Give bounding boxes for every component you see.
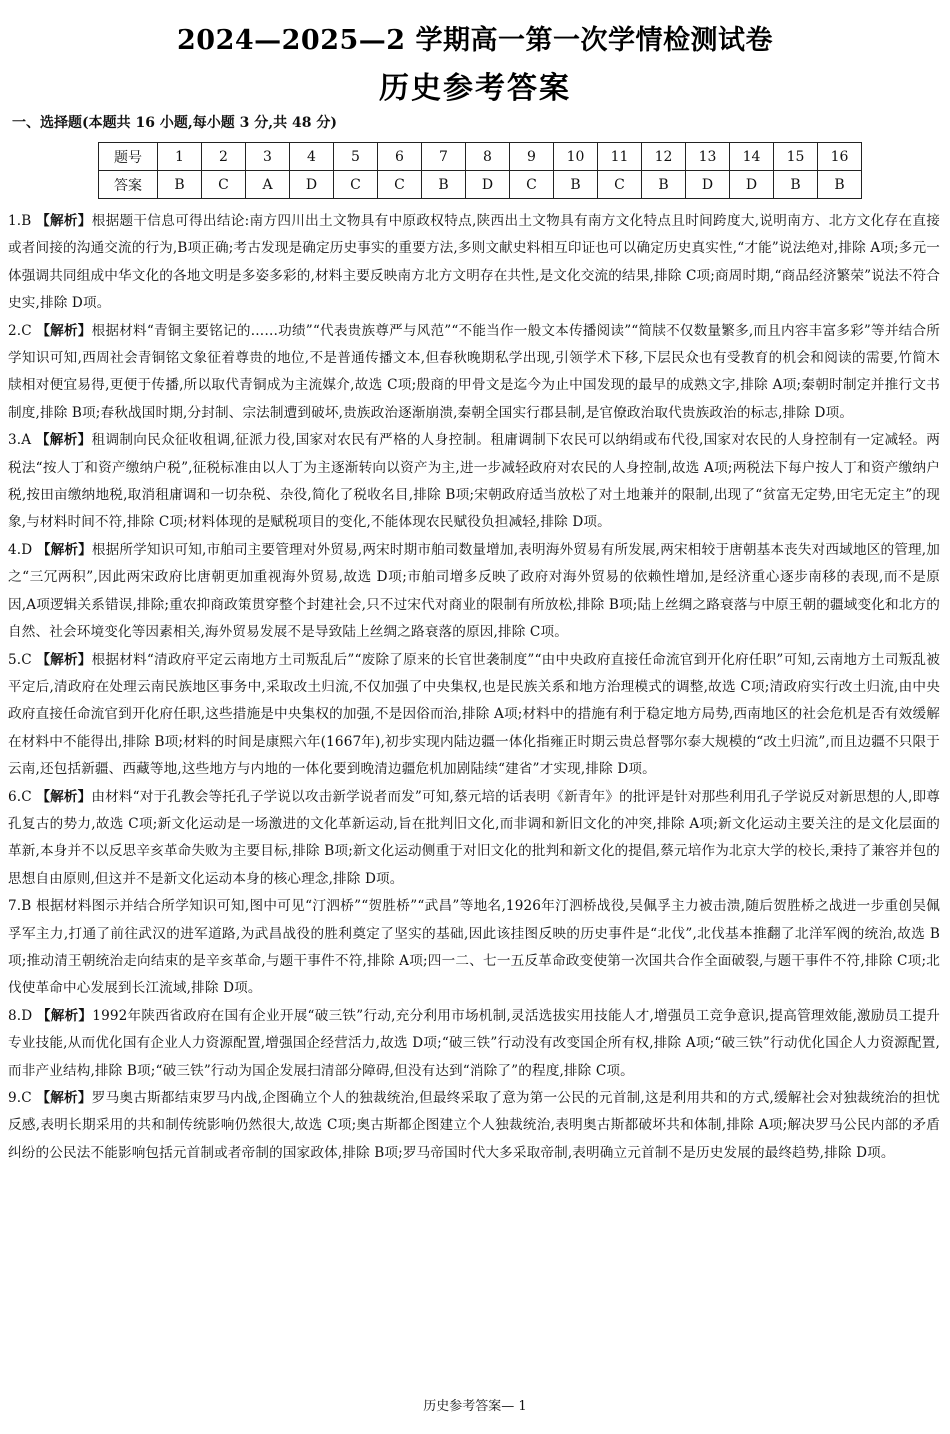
question-number: 6 bbox=[378, 143, 422, 171]
item-number: 7.B bbox=[8, 898, 32, 915]
answer-table bbox=[98, 142, 862, 199]
analysis-tag: 【解析】 bbox=[36, 651, 92, 668]
analysis-tag: 【解析】 bbox=[35, 432, 92, 449]
table-header-number: 题号 bbox=[99, 143, 158, 171]
item-number: 8.D bbox=[8, 1007, 33, 1024]
item-text: 根据所学知识可知,市舶司主要管理对外贸易,两宋时期市舶司数量增加,表明海外贸易有所发展,两宋相较于唐朝基本丧失对西域地区的管理,加之“三冗两积”,因此两宋政府比唐朝更加重视海外贸易,故选 D项;市舶司增多反映了政府对海外贸易的依赖性增加,是经济重心逐步南移的表现,而不是原因,A项逻辑关系错误,排除;重农抑商政策贯穿整个封建社会,只不过宋代对商业的限制有所放松,排除 B项;陆上丝绸之路衰落与中原王朝的疆域变化和北方的自然、社会环境变化等因素相关,海外贸易发展不是导致陆上丝绸之路衰落的原因,排除 C项。 bbox=[8, 541, 940, 641]
answer-cell: B bbox=[422, 171, 466, 199]
question-number: 2 bbox=[202, 143, 246, 171]
explanation-list bbox=[8, 208, 940, 1167]
explanation-item bbox=[8, 647, 940, 784]
item-number: 5.C bbox=[8, 651, 32, 668]
item-text: 根据题干信息可得出结论:南方四川出土文物具有中原政权特点,陕西出土文物具有南方文化特点且时间跨度大,说明南方、北方文化存在直接或者间接的沟通交流的行为,B项正确;考古发现是确定历史事实的重要方法,多则文献史料相互印证也可以确定历史真实性,“才能”说法绝对,排除 A项;多元一体强调共同组成中华文化的各地文明是多姿多彩的,材料主要反映南方北方文明存在共性,是文化交流的结果,排除 C项;商周时期,“商品经济繁荣”说法不符合史实,排除 D项。 bbox=[8, 213, 940, 312]
item-number: 3.A bbox=[8, 432, 32, 449]
item-text: 1992年陕西省政府在国有企业开展“破三铁”行动,充分利用市场机制,灵活选拔实用技能人才,增强员工竞争意识,提高管理效能,激励员工提升专业技能,从而优化国有企业人力资源配置,增强国企经营活力,故选 D项;“破三铁”行动没有改变国企所有权,排除 A项;“破三铁”行动优化国企人力资源配置,而非产业结构,排除 B项;“破三铁”行动为国企发展扫清部分障碍,但没有达到“消除了”的程度,排除 C项。 bbox=[8, 1007, 940, 1079]
question-number: 14 bbox=[730, 143, 774, 171]
question-number: 3 bbox=[246, 143, 290, 171]
question-number: 15 bbox=[774, 143, 818, 171]
answer-table-number-row bbox=[99, 143, 862, 171]
question-number: 9 bbox=[510, 143, 554, 171]
answer-cell: D bbox=[290, 171, 334, 199]
question-number: 10 bbox=[554, 143, 598, 171]
question-number: 8 bbox=[466, 143, 510, 171]
item-text: 由材料“对于孔教会等托孔子学说以攻击新学说者而发”可知,蔡元培的话表明《新青年》的批评是针对那些利用孔子学说反对新思想的人,即尊孔复古的势力,故选 C项;新文化运动是一场激进的文化革新运动,旨在批判旧文化,而非调和新旧文化的冲突,排除 A项;新文化运动主要关注的是文化层面的革新,本身并不以反思辛亥革命失败为主要目标,排除 B项;新文化运动侧重于对旧文化的批判和新文化的提倡,蔡元培作为北京大学的校长,秉持了兼容并包的思想自由原则,但这并不是新文化运动本身的核心理念,排除 D项。 bbox=[8, 788, 940, 887]
page-footer: 历史参考答案— 1 bbox=[423, 1399, 527, 1414]
item-number: 6.C bbox=[8, 788, 32, 805]
explanation-item bbox=[8, 1085, 940, 1167]
item-text: 根据材料“青铜主要铭记的……功绩”“代表贵族尊严与风范”“不能当作一般文本传播阅读”“简牍不仅数量繁多,而且内容丰富多彩”等并结合所学知识可知,西周社会青铜铭文象征着尊贵的地位,不是普通传播文本,但春秋晚期私学出现,引领学术下移,下层民众也有受教育的机会和阅读的需要,竹简木牍相对便宜易得,更便于传播,所以取代青铜成为主流媒介,故选 C项;殷商的甲骨文是迄今为止中国发现的最早的成熟文字,排除 A项;秦朝时制定并推行文书制度,排除 B项;春秋战国时期,分封制、宗法制遭到破坏,贵族政治逐渐崩溃,秦朝全国实行郡县制,是官僚政治取代贵族政治的标志,排除 D项。 bbox=[8, 322, 940, 421]
answer-cell: D bbox=[730, 171, 774, 199]
item-text: 租调制向民众征收租调,征派力役,国家对农民有严格的人身控制。租庸调制下农民可以纳绢或布代役,国家对农民的人身控制有一定减轻。两税法“按人丁和资产缴纳户税”,征税标准由以人丁为主逐渐转向以资产为主,进一步减轻政府对农民的人身控制,故选 A项;两税法下每户按人丁和资产缴纳户税,按田亩缴纳地税,取消租庸调和一切杂税、杂役,简化了税收名目,排除 B项;宋朝政府适当放松了对土地兼并的限制,出现了“贫富无定势,田宅无定主”的现象,与材料时间不符,排除 C项;材料体现的是赋税项目的变化,不能体现农民赋役负担减轻,排除 D项。 bbox=[8, 432, 940, 531]
answer-cell: D bbox=[466, 171, 510, 199]
table-header-answer: 答案 bbox=[99, 171, 158, 199]
item-number: 9.C bbox=[8, 1090, 32, 1106]
question-number: 7 bbox=[422, 143, 466, 171]
answer-cell: A bbox=[246, 171, 290, 199]
exam-title: 2024—2025—2 学期高一第一次学情检测试卷 bbox=[177, 25, 773, 56]
item-text: 根据材料图示并结合所学知识可知,图中可见“汀泗桥”“贺胜桥”“武昌”等地名,1926年汀泗桥战役,吴佩孚主力被击溃,随后贺胜桥之战进一步重创吴佩孚军主力,打通了前往武汉的进军道路,为武昌战役的胜利奠定了坚实的基础,因此该挂图反映的历史事件是“北伐”,北伐基本推翻了北洋军阀的统治,故选 B项;推动清王朝统治走向结束的是辛亥革命,与题干事件不符,排除 A项;四一二、七一五反革命政变使第一次国共合作全面破裂,与题干事件不符,排除 C项;北伐使革命中心发展到长江流域,排除 D项。 bbox=[8, 898, 940, 997]
page-title: 历史参考答案 bbox=[379, 71, 571, 106]
question-number: 1 bbox=[158, 143, 202, 171]
item-number: 4.D bbox=[8, 541, 33, 558]
explanation-item bbox=[8, 208, 940, 318]
section-heading: 一、选择题(本题共 16 小题,每小题 3 分,共 48 分) bbox=[12, 115, 337, 131]
explanation-item bbox=[8, 784, 940, 894]
answer-cell: B bbox=[774, 171, 818, 199]
question-number: 12 bbox=[642, 143, 686, 171]
analysis-tag: 【解析】 bbox=[36, 213, 92, 229]
explanation-item bbox=[8, 427, 940, 537]
item-number: 2.C bbox=[8, 322, 32, 339]
answer-cell: C bbox=[598, 171, 642, 199]
answer-cell: B bbox=[554, 171, 598, 199]
item-text: 罗马奥古斯都结束罗马内战,企图确立个人的独裁统治,但最终采取了意为第一公民的元首制,这是利用共和的方式,缓解社会对独裁统治的担忧反感,表明长期采用的共和制传统影响仍然很大,故选 C项;奥古斯都企图建立个人独裁统治,表明奥古斯都破坏共和体制,排除 A项;解决罗马公民内部的矛盾纠纷的公民法不能影响包括元首制或者帝制的国家政体,排除 B项;罗马帝国时代大多采取帝制,表明确立元首制不是历史发展的最终趋势,排除 D项。 bbox=[8, 1090, 940, 1161]
answer-cell: B bbox=[642, 171, 686, 199]
question-number: 16 bbox=[818, 143, 862, 171]
explanation-item bbox=[8, 893, 940, 1003]
analysis-tag: 【解析】 bbox=[36, 788, 92, 805]
answer-table-answer-row bbox=[99, 171, 862, 199]
explanation-item bbox=[8, 1003, 940, 1085]
item-number: 1.B bbox=[8, 213, 32, 229]
question-number: 11 bbox=[598, 143, 642, 171]
answer-cell: B bbox=[158, 171, 202, 199]
analysis-tag: 【解析】 bbox=[36, 1007, 93, 1024]
question-number: 5 bbox=[334, 143, 378, 171]
explanation-item bbox=[8, 318, 940, 428]
question-number: 4 bbox=[290, 143, 334, 171]
analysis-tag: 【解析】 bbox=[36, 1090, 92, 1106]
answer-cell: C bbox=[510, 171, 554, 199]
answer-cell: B bbox=[818, 171, 862, 199]
answer-cell: C bbox=[378, 171, 422, 199]
answer-cell: D bbox=[686, 171, 730, 199]
analysis-tag: 【解析】 bbox=[36, 322, 92, 339]
answer-cell: C bbox=[334, 171, 378, 199]
item-text: 根据材料“清政府平定云南地方土司叛乱后”“废除了原来的长官世袭制度”“由中央政府直接任命流官到开化府任职”可知,云南地方土司叛乱被平定后,清政府在处理云南民族地区事务中,采取改土归流,不仅加强了中央集权,也是民族关系和地方治理模式的调整,故选 C项;清政府实行改土归流,由中央政府直接任命流官到开化府任职,这些措施是中央集权的加强,不是因俗而治,排除 A项;材料中的措施有利于稳定地方局势,西南地区的社会危机是否有效缓解在材料中不能得出,排除 B项;材料的时间是康熙六年(1667年),初步实现内陆边疆一体化指雍正时期云贵总督鄂尔泰大规模的“改土归流”,而且边疆不只限于云南,还包括新疆、西藏等地,这些地方与内地的一体化要到晚清边疆危机加剧陆续“建省”才实现,排除 D项。 bbox=[8, 651, 940, 778]
answer-cell: C bbox=[202, 171, 246, 199]
explanation-item bbox=[8, 537, 940, 647]
analysis-tag: 【解析】 bbox=[36, 541, 92, 558]
question-number: 13 bbox=[686, 143, 730, 171]
